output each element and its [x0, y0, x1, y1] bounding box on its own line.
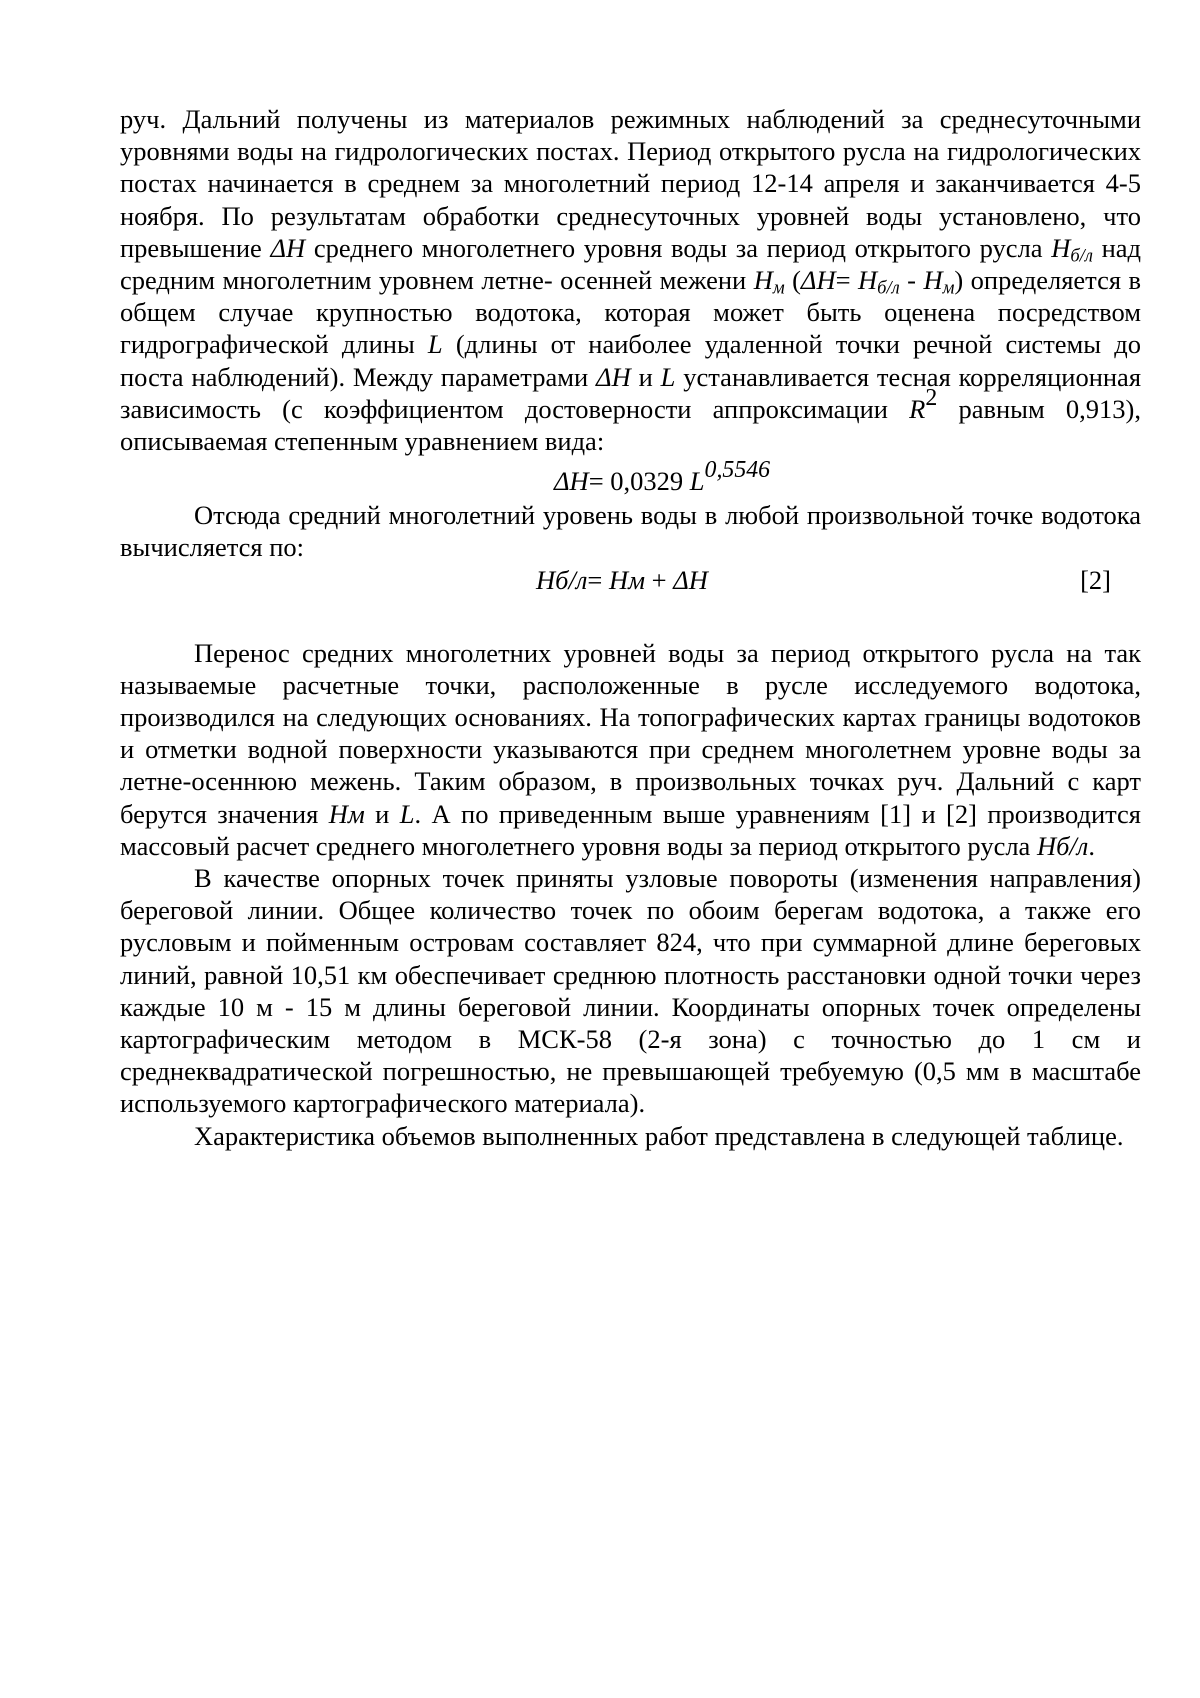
paragraph-reference-points: В качестве опорных точек приняты узловые повороты (изменения направления) береговой линии. Общее количество точек по обоим берегам водотока, а также его русловым и пойменным островам составляет 824, что при суммарной длине береговых линий, равной 10,51 км обеспечивает среднюю плотность расстановки одной точки через каждые 10 м - 15 м длины береговой линии. Координаты опорных точек определены картографическим методом в МСК-58 (2-я зона) с точностью до 1 см и среднеквадратической погрешностью, не превышающей требуемую (0,5 мм в масштабе используемого картографического материала).: [120, 863, 1141, 1119]
delta-h-symbol: ΔH: [270, 232, 306, 263]
r-squared-symbol: R: [909, 393, 926, 424]
formula-water-level: Нб/л= Нм + ΔH [2]: [536, 564, 1111, 595]
h-symbol: H: [1051, 232, 1071, 263]
formula-delta-h: ΔH= 0,0329 $L^{0,5546}$: [554, 457, 771, 497]
paragraph-transfer-levels: Перенос средних многолетних уровней воды за период открытого русла на так называемые расчетные точки, расположенные в русле исследуемого водотока, производился на следующих основаниях. На топографических картах границы водотоков и отметки водной поверхности указываются при среднем многолетнем уровне воды за летне-осеннюю межень. Таким образом, в произвольных точках руч. Дальний с карт берутся значения Нм и L. А по приведенным выше уравнениям [1] и [2] производится массовый расчет среднего многолетнего уровня воды за период открытого русла Нб/л.: [120, 637, 1141, 861]
formula-number: [2]: [1080, 564, 1111, 595]
document-page: [120, 103, 1141, 1152]
l-symbol: L: [427, 329, 443, 360]
paragraph-formula-intro: Отсюда средний многолетний уровень воды в любой произвольной точке водотока вычисляется по:: [120, 500, 1141, 563]
paragraph-table-intro: Характеристика объемов выполненных работ представлена в следующей таблице.: [194, 1120, 1124, 1151]
paragraph-water-level-intro: руч. Дальний получены из материалов режимных наблюдений за среднесуточными уровнями воды на гидрологических постах. Период открытого русла на гидрологических постах начинается в среднем за многолетний период 12-14 апреля и заканчивается 4-5 ноября. По результатам обработки среднесуточных уровней воды установлено, что превышение ΔH среднего многолетнего уровня воды за период открытого русла $H_{б/л}$ над средним многолетним уровнем летне- осенней межени $H_м$ $(\Delta H= H_{б/л} - H_м)$ определяется в общем случае крупностью водотока, которая может быть оценена посредством гидрографической длины L (длины от наиболее удаленной точки речной системы до поста наблюдений). Между параметрами ΔH и L устанавливается тесная корреляционная зависимость (с коэффициентом достоверности аппроксимации $R^2$ равным 0,913), описываемая степенным уравнением вида:: [120, 104, 1142, 457]
